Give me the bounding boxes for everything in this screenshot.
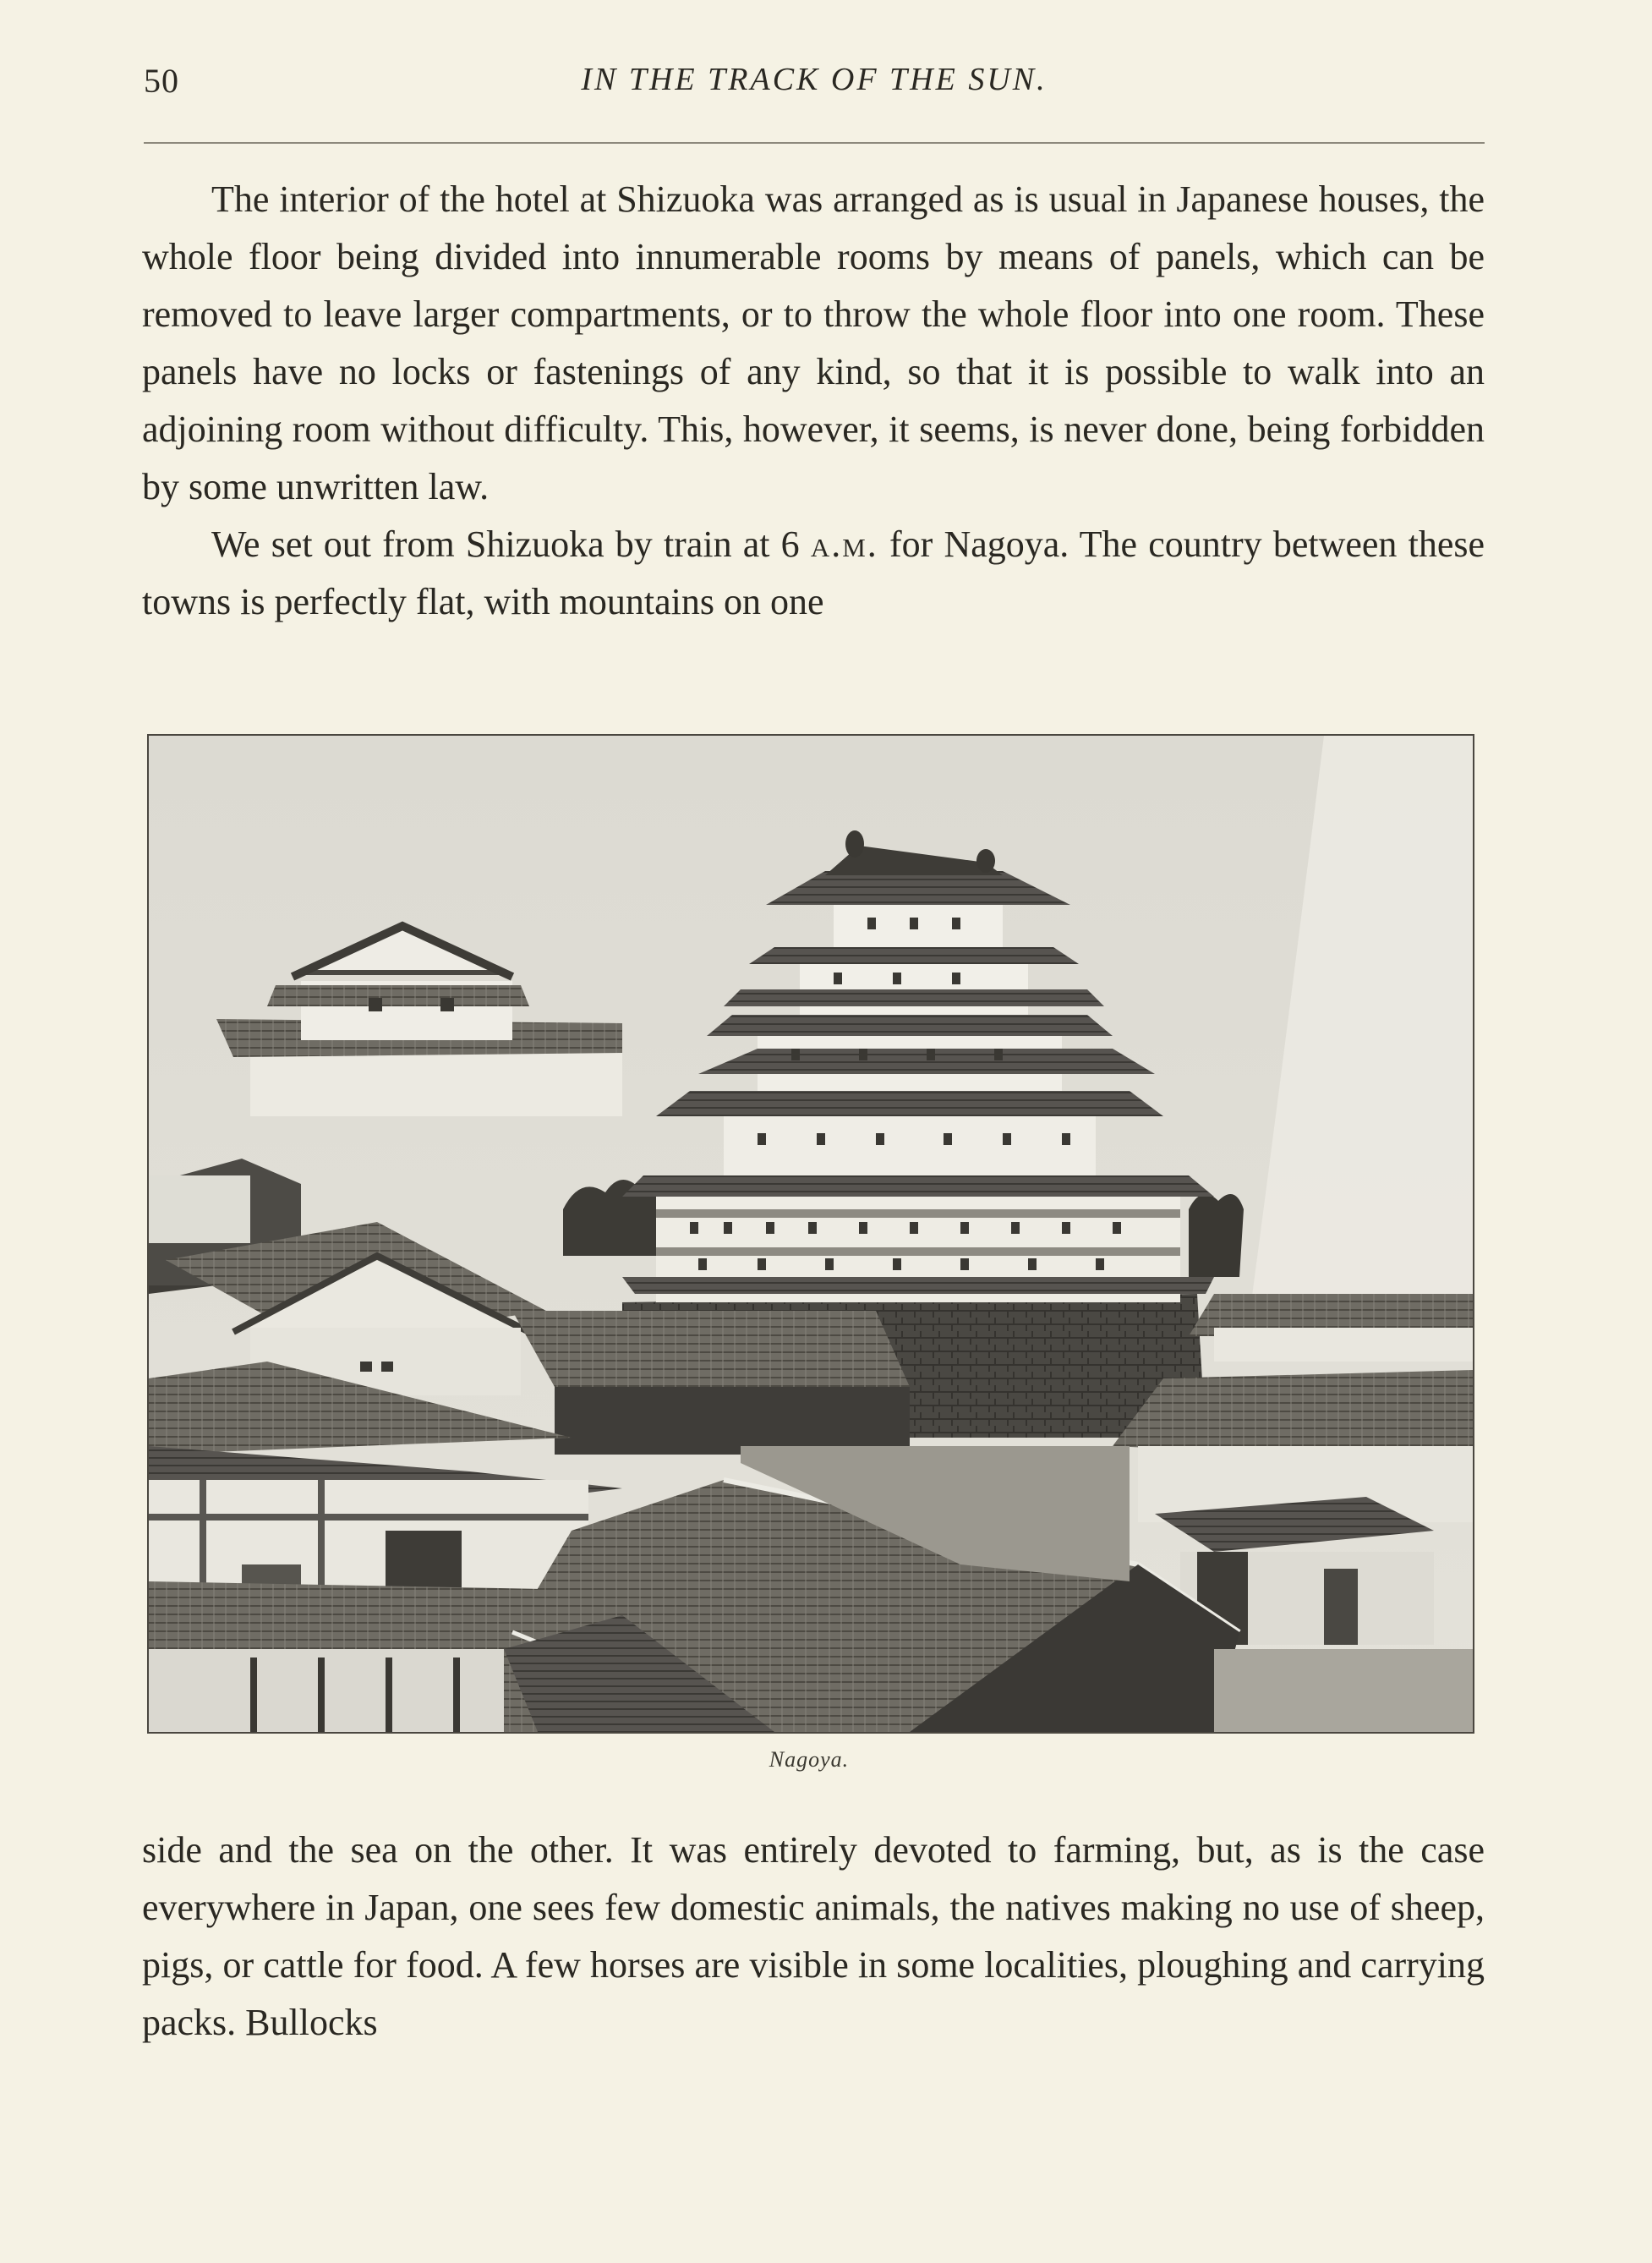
running-head — [144, 61, 1485, 112]
nagoya-castle-photograph — [149, 736, 1473, 1732]
paragraph-text: for Nagoya. The country between these towns is perfectly flat, with mountains on one — [142, 523, 1485, 622]
photograph-plate — [147, 734, 1474, 1734]
paragraph — [142, 516, 1485, 631]
running-title: IN THE TRACK OF THE SUN. — [581, 62, 1048, 97]
paragraph: The interior of the hotel at Shizuoka was arranged as is usual in Japanese houses, the whole floor being divided into innumerable rooms by means of panels, which can be removed to leave larger compartments, or to throw the whole floor into one room. These panels have no locks or fastenings of any kind, so that it is possible to walk into an adjoining room without difficulty. This, however, it seems, is never done, being forbidden by some unwritten law. — [142, 178, 1485, 507]
page-number: 50 — [144, 62, 179, 100]
paragraph-text: We set out from Shizuoka by train at 6 — [211, 523, 800, 565]
header-rule — [144, 142, 1485, 144]
time-abbreviation: a.m. — [810, 523, 878, 565]
body-text-top — [142, 171, 1485, 631]
figure-caption: Nagoya. — [769, 1747, 850, 1772]
body-text-bottom — [142, 1822, 1485, 2052]
paragraph: side and the sea on the other. It was entirely devoted to farming, but, as is the case everywhere in Japan, one sees few domestic animals, the natives making no use of sheep, pigs, or cattle for food. A few horses are visible in some localities, ploughing and carrying packs. Bullocks — [142, 1829, 1485, 2043]
